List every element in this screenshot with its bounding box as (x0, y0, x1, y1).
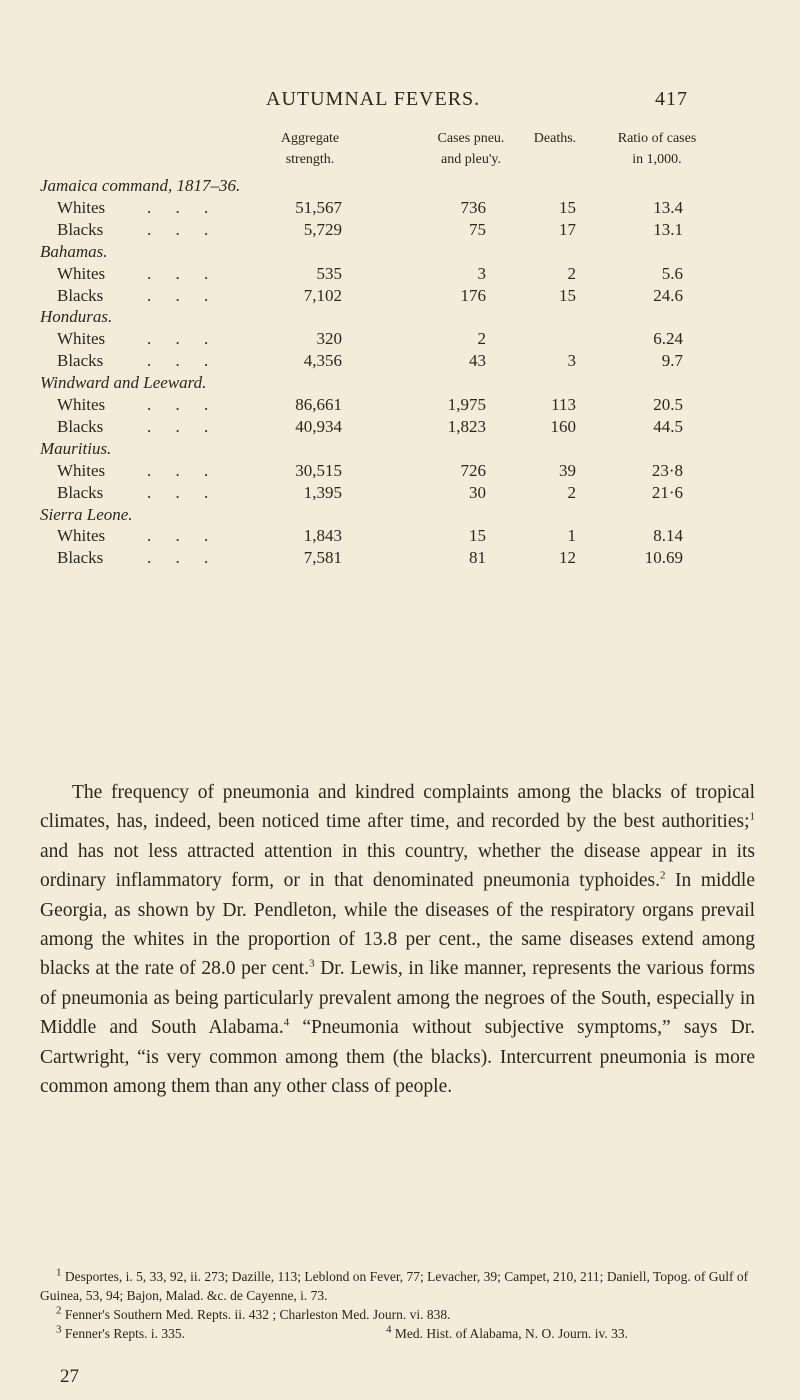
leader-dots: . . . (147, 263, 219, 283)
footnote-ref[interactable]: 1 (749, 810, 755, 823)
strength-cell: 535 (316, 263, 342, 283)
leader-dots: . . . (147, 416, 219, 436)
cases-cell: 736 (460, 197, 486, 217)
table-group-heading (0, 175, 800, 197)
leader-dots: . . . (147, 351, 219, 371)
footnote-text: Med. Hist. of Alabama, N. O. Journ. iv. 33. (391, 1326, 628, 1341)
deaths-cell: 2 (567, 482, 576, 502)
strength-cell: 7,102 (303, 285, 342, 305)
deaths-cell: 3 (567, 351, 576, 371)
deaths-cell: 15 (559, 197, 576, 217)
footnote-mark: 2 (56, 1304, 62, 1317)
body-sentence: In middle Georgia, as shown by Dr. Pendleton, while the diseases of the respiratory organs prevail among the whites in the proportion of 13.8 per cent., the same diseases extend among blacks at the rate of 28.0 per cent. (40, 870, 755, 980)
leader-dots: . . . (147, 526, 219, 546)
leader-dots: . . . (147, 329, 219, 349)
row-label: Whites (57, 329, 106, 349)
footnote-4 (370, 1324, 628, 1343)
column-header-line: in 1,000. (632, 152, 682, 167)
strength-cell: 40,934 (295, 416, 342, 436)
cases-cell: 3 (477, 263, 486, 283)
footnotes (40, 1267, 755, 1343)
row-label: Whites (57, 395, 106, 414)
ratio-cell: 6.24 (653, 329, 683, 349)
strength-cell: 320 (316, 329, 342, 349)
ratio-cell: 9.7 (661, 351, 683, 371)
row-label: Blacks (57, 482, 104, 502)
strength-cell: 51,567 (295, 197, 342, 217)
table-group-heading (0, 306, 800, 328)
row-label: Blacks (57, 219, 104, 239)
ratio-cell: 5.6 (661, 263, 683, 283)
leader-dots: . . . (147, 197, 219, 217)
group-title: Jamaica command, 1817–36. (40, 176, 241, 195)
strength-cell: 4,356 (303, 351, 342, 371)
column-header-line: Ratio of cases (617, 131, 697, 146)
strength-cell: 1,395 (303, 482, 342, 502)
body-sentence: and has not less attracted attention in this country, whether the disease appear in its ordinary inflammatory form, or in that denominated pneumonia typhoides. (40, 840, 755, 892)
footnote-3 (56, 1323, 186, 1341)
footnote-mark: 4 (386, 1323, 392, 1336)
column-header-line: Deaths. (533, 131, 577, 146)
deaths-cell: 39 (559, 460, 576, 480)
strength-cell: 1,843 (303, 526, 342, 546)
body-sentence: Dr. Lewis, in like manner, represents the various forms of pneumonia as being particularly prevalent among the negroes of the South, especially in Middle and South Alabama. (40, 958, 755, 1039)
table-group-heading (0, 438, 800, 460)
cases-cell: 15 (469, 526, 486, 546)
deaths-cell: 12 (559, 548, 576, 568)
cases-cell: 30 (469, 482, 486, 502)
table-row (0, 394, 800, 416)
footnote-text: Fenner's Southern Med. Repts. ii. 432 ; Charleston Med. Journ. vi. 838. (61, 1307, 451, 1322)
footnote-pair (40, 1324, 755, 1343)
footnote-text: Fenner's Repts. i. 335. (61, 1326, 186, 1341)
table-row (0, 416, 800, 438)
ratio-cell: 13.4 (653, 197, 683, 217)
ratio-cell: 23·8 (651, 460, 683, 480)
group-title: Bahamas. (40, 241, 108, 261)
column-header-deaths (510, 128, 600, 149)
strength-cell: 5,729 (303, 219, 342, 239)
body-sentence: “Pneumonia without subjective symptoms,” says Dr. Cartwright, “is very common among them (the blacks). Intercurrent pneumonia is more common among them than any other class of people. (40, 1017, 755, 1098)
deaths-cell: 2 (567, 263, 576, 283)
table-row (0, 460, 800, 482)
row-label: Blacks (57, 548, 104, 568)
deaths-cell: 1 (567, 526, 576, 546)
footnote-ref[interactable]: 4 (283, 1016, 290, 1029)
row-label: Blacks (57, 285, 104, 305)
column-header-line: and pleu'y. (441, 152, 501, 167)
row-label: Whites (57, 197, 106, 217)
ratio-cell: 24.6 (653, 285, 683, 305)
cases-cell: 2 (477, 329, 486, 349)
group-title: Windward and Leeward. (40, 373, 207, 393)
strength-cell: 7,581 (303, 548, 342, 568)
page-number: 417 (655, 88, 688, 110)
leader-dots: . . . (147, 285, 219, 305)
table-group-heading (0, 372, 800, 394)
footnote-mark: 1 (56, 1266, 62, 1279)
ratio-cell: 20.5 (653, 395, 683, 414)
deaths-cell: 15 (559, 285, 576, 305)
cases-cell: 176 (460, 285, 486, 305)
group-title: Sierra Leone. (40, 504, 133, 524)
footnote-text: Desportes, i. 5, 33, 92, ii. 273; Dazille, 113; Leblond on Fever, 77; Levacher, 39; Campet, 210, 211; Daniell, Topog. of Gulf of Guinea, 53, 94; Bajon, Malad. &c. de Cayenne, i. 73. (40, 1269, 749, 1303)
footnote-ref[interactable]: 2 (660, 869, 666, 882)
signature-mark: 27 (60, 1366, 79, 1387)
table-row (0, 219, 800, 241)
table-row (0, 547, 800, 569)
table-row (0, 263, 800, 285)
strength-cell: 86,661 (295, 395, 342, 414)
group-title: Honduras. (40, 307, 113, 327)
cases-cell: 726 (460, 460, 486, 480)
table-row (0, 328, 800, 350)
leader-dots: . . . (147, 395, 219, 414)
footnote-1 (40, 1267, 755, 1305)
ratio-cell: 13.1 (653, 219, 683, 239)
row-label: Whites (57, 263, 106, 283)
column-header-ratio (597, 128, 717, 170)
row-label: Blacks (57, 416, 104, 436)
leader-dots: . . . (147, 548, 219, 568)
cases-cell: 1,823 (447, 416, 486, 436)
deaths-cell: 113 (551, 395, 576, 414)
body-sentence: The frequency of pneumonia and kindred complaints among the blacks of tropical climates, has, indeed, been noticed time after time, and recorded by the best authorities; (40, 782, 755, 833)
leader-dots: . . . (147, 460, 219, 480)
cases-cell: 75 (469, 219, 486, 239)
ratio-cell: 21·6 (651, 482, 683, 502)
body-paragraph (40, 778, 755, 1101)
ratio-cell: 8.14 (653, 526, 683, 546)
table-group-heading (0, 241, 800, 263)
leader-dots: . . . (147, 219, 219, 239)
group-title: Mauritius. (40, 438, 112, 458)
cases-cell: 43 (469, 351, 486, 371)
ratio-cell: 10.69 (644, 548, 683, 568)
column-header-line: Aggregate (280, 131, 340, 146)
footnote-ref[interactable]: 3 (309, 957, 315, 970)
row-label: Whites (57, 526, 106, 546)
deaths-cell: 160 (550, 416, 576, 436)
table-row (0, 525, 800, 547)
footnote-mark: 3 (56, 1323, 62, 1336)
table-group-heading (0, 504, 800, 526)
column-header-line: strength. (285, 152, 335, 167)
deaths-cell: 17 (559, 219, 576, 239)
cases-cell: 81 (469, 548, 486, 568)
table-row (0, 197, 800, 219)
row-label: Blacks (57, 351, 104, 371)
running-title: AUTUMNAL FEVERS. (266, 88, 481, 110)
table-row (0, 350, 800, 372)
footnote-2 (40, 1305, 755, 1324)
paragraph (40, 778, 755, 1101)
strength-cell: 30,515 (295, 460, 342, 480)
column-header-line: Cases pneu. (437, 131, 505, 146)
column-header-strength (255, 128, 365, 170)
cases-cell: 1,975 (447, 395, 486, 414)
table-row (0, 285, 800, 307)
row-label: Whites (57, 460, 106, 480)
table-row (0, 482, 800, 504)
leader-dots: . . . (147, 482, 219, 502)
ratio-cell: 44.5 (653, 416, 683, 436)
